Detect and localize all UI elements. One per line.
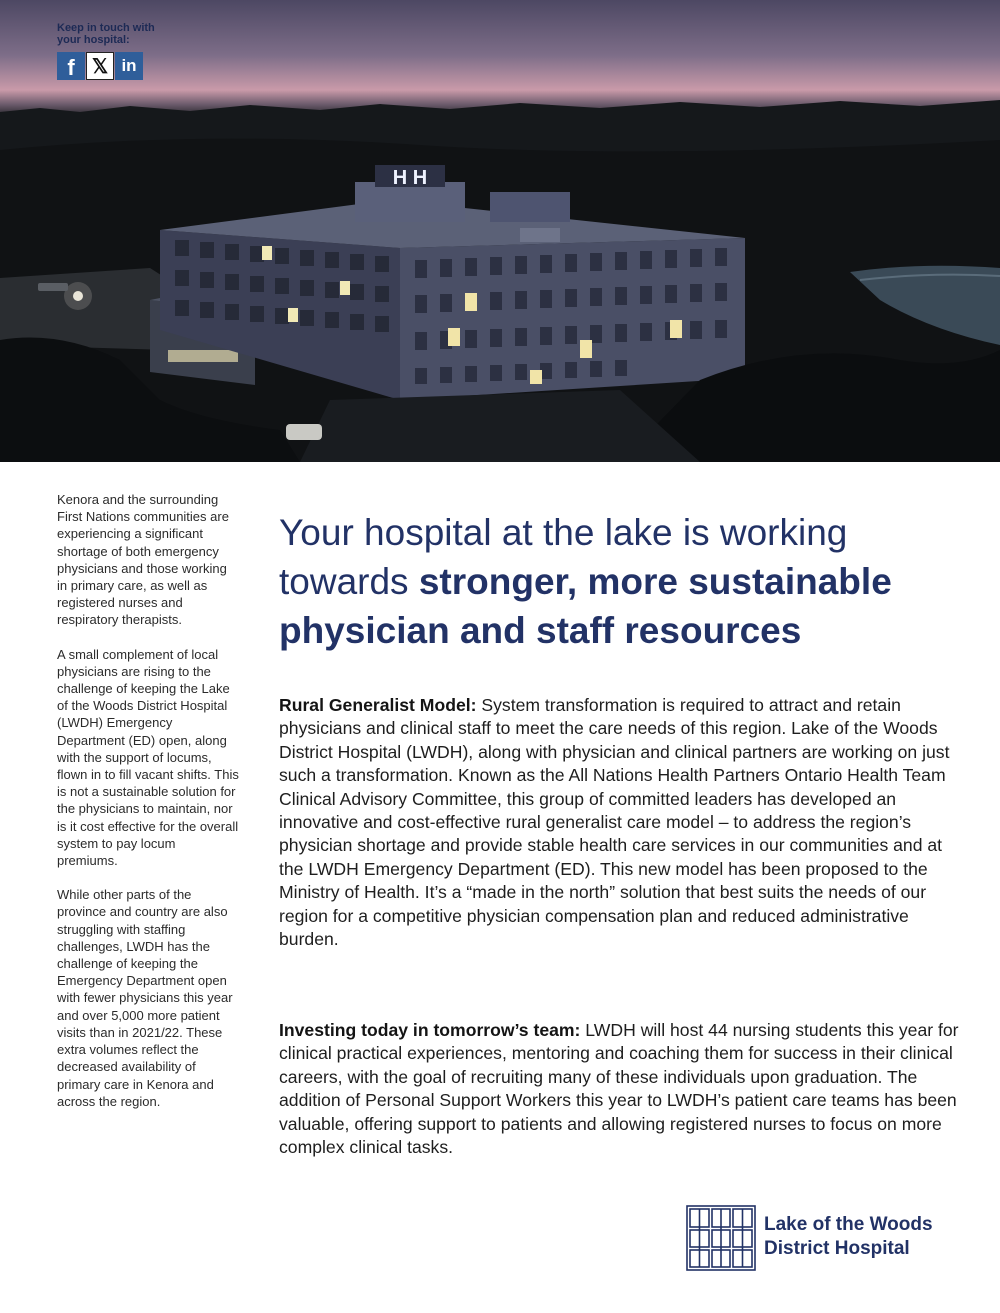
section-lead: Rural Generalist Model: (279, 695, 477, 715)
logo-line-1: Lake of the Woods (764, 1214, 933, 1235)
window-grid-logo-icon (686, 1205, 756, 1271)
sidebar-paragraph: Kenora and the surrounding First Nations communities are experiencing a significant shortage of both emergency physicians and those working in primary care, as well as registered nurses and respiratory therapists. (57, 492, 229, 628)
hero-photo (0, 0, 1000, 462)
sidebar-column (57, 491, 239, 1127)
social-label: Keep in touch with your hospital: (57, 22, 155, 46)
section-text: LWDH will host 44 nursing students this year for clinical practical experiences, mentoring and coaching them for success in their clinical careers, with the goal of recruiting many of these individuals upon graduation. The addition of Personal Support Workers this year to LWDH’s patient care teams has been valuable, offering support to patients and allowing registered nurses to focus on more complex clinical tasks. (279, 1020, 959, 1158)
social-links (57, 22, 177, 80)
headline-light: Your hospital at the lake is working towards (279, 512, 848, 602)
logo-wordmark (764, 1213, 933, 1261)
sidebar-paragraph: A small complement of local physicians are rising to the challenge of keeping the Lake of the Woods District Hospital (LWDH) Emergency Department (ED) open, along with the support of locums, flown in to fill vacant shifts. This is not a sustainable solution for the physicians to maintain, nor is it cost effective for the overall system to pay locum premiums. (57, 646, 239, 869)
section-investing-team (279, 1019, 969, 1159)
linkedin-icon[interactable]: in (115, 52, 143, 80)
social-icon-row (57, 52, 177, 80)
headline-bold: stronger, more sustainable physician and staff resources (279, 561, 892, 651)
x-icon[interactable]: 𝕏 (86, 52, 114, 80)
page-headline (279, 508, 979, 655)
hospital-logo (686, 1205, 976, 1271)
svg-text:H H: H H (392, 167, 428, 189)
facebook-icon[interactable]: f (57, 52, 85, 80)
section-lead: Investing today in tomorrow’s team: (279, 1020, 581, 1040)
sidebar-paragraph: While other parts of the province and country are also struggling with staffing challenges, LWDH has the challenge of keeping the Emergency Department open with fewer physicians this year and over 5,000 more patient visits than in 2021/22. These extra volumes reflect the decreased availability of primary care in Kenora and across the region. (57, 887, 233, 1109)
section-text: System transformation is required to attract and retain physicians and clinical staff to meet the care needs of this region. Lake of the Woods District Hospital (LWDH), along with physician and clinical partners are working on just such a transformation. Known as the All Nations Health Partners Ontario Health Team Clinical Advisory Committee, this group of committed leaders has developed an innovative and cost-effective rural generalist care model – to address the region’s physician shortage and provide stable health care services in our communities and at the LWDH Emergency Department (ED). This new model has been proposed to the Ministry of Health. It’s a “made in the north” solution that best suits the needs of our region for a competitive physician compensation plan and reduced administrative burden. (279, 695, 950, 950)
logo-line-2: District Hospital (764, 1238, 910, 1259)
section-rural-generalist (279, 694, 969, 951)
